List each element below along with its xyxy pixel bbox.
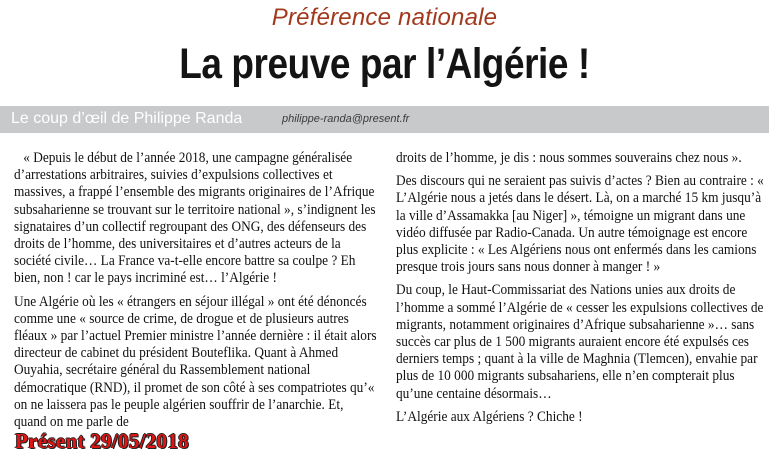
paragraph: Des discours qui ne seraient pas suivis d’actes ? Bien au contraire : « L’Algérie nous a jetés dans le désert. Là, on a marché 15 km jusqu’à la ville d’Assamakka [au Niger] », témoigne un migrant dans une vidéo diffusée par Radio-Canada. Un autre témoignage est encore plus explicite : « Les Algériens nous ont enfermés dans les camions presque trois jours sans nous donner à manger ! » <box>396 173 764 276</box>
paragraph: « Depuis le début de l’année 2018, une campagne généralisée d’arrestations arbitraires, suivies d’expulsions collectives et massives, a frappé l’ensemble des migrants originaires de l’Afrique subsaharienne se trouvant sur le territoire national », s’indignent les signataires d’un collectif regroupant des ONG, des défenseurs des droits de l’homme, des universitaires et d’autres acteurs de la société civile… La France va-t-elle encore battre sa coulpe ? Eh bien, non ! car le pays incriminé est… l’Algérie ! <box>14 150 376 287</box>
byline-bar <box>0 106 769 133</box>
paragraph: Une Algérie où les « étrangers en séjour illégal » ont été dénoncés comme une « source de crime, de drogue et de plusieurs autres fléaux » par l’actuel Premier ministre l’année dernière : il était alors directeur de cabinet du président Bouteflika. Quant à Ahmed Ouyahia, secrétaire général du Rassemblement national démocratique (RND), il promet de son côté à ses compatriotes qu’« on ne laissera pas le peuple algérien souffrir de l’anarchie. Et, quand on me parle de <box>14 293 377 431</box>
byline-text: Le coup d’œil de Philippe Randa <box>11 110 243 127</box>
source-date-stamp: Présent 29/05/2018 <box>15 429 189 453</box>
paragraph: L’Algérie aux Algériens ? Chiche ! <box>396 408 583 425</box>
article-headline: La preuve par l’Algérie ! <box>179 40 590 88</box>
text-column-right <box>396 150 766 432</box>
author-email[interactable]: philippe-randa@present.fr <box>282 113 410 125</box>
article-kicker: Préférence nationale <box>271 4 498 31</box>
paragraph: droits de l’homme, je dis : nous sommes souverains chez nous ». <box>396 150 742 166</box>
paragraph: Du coup, le Haut-Commissariat des Nations unies aux droits de l’homme a sommé l’Algérie de « cesser les expulsions collectives de migrants, notamment originaires d’Afrique subsaharienne »… sans succès car plus de 1 500 migrants auraient encore été expulsés ces derniers temps ; quant à la ville de Maghnia (Tlemcen), envahie par plus de 10 000 migrants subsahariens, elle n’en compterait plus qu’une centaine désormais… <box>396 282 764 402</box>
text-column-left <box>14 150 378 437</box>
